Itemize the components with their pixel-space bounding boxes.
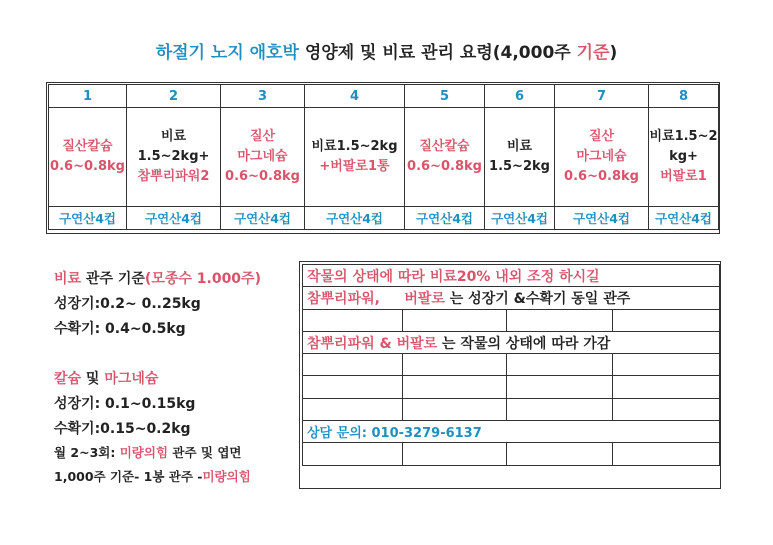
empty-cell bbox=[507, 398, 613, 420]
note-adjust-by-state bbox=[303, 331, 720, 353]
title-basis: 기준 bbox=[570, 43, 610, 63]
empty-cell bbox=[403, 398, 507, 420]
and-label: 및 bbox=[81, 371, 105, 387]
citric-acid-amount: 구연산4컵 bbox=[305, 207, 405, 230]
standard-line bbox=[54, 467, 251, 485]
note-adjust: 작물의 상태에 따라 비료20% 내외 조정 하시길 bbox=[303, 265, 720, 287]
magnesium-label: 마그네슘 bbox=[104, 371, 159, 387]
schedule-table bbox=[48, 84, 719, 230]
citric-acid-amount: 구연산4컵 bbox=[555, 207, 649, 230]
instruction-line: 비료 bbox=[160, 129, 187, 144]
empty-cell bbox=[403, 443, 507, 465]
notes-table bbox=[302, 264, 720, 466]
fert-standard-heading bbox=[54, 268, 261, 288]
standard-product: 미량의힘 bbox=[202, 469, 251, 484]
instruction-line: 마그네슘 bbox=[237, 149, 288, 164]
monthly-line bbox=[54, 443, 241, 461]
contact-phone: 상담 문의: 010-3279-6137 bbox=[303, 421, 720, 443]
empty-cell bbox=[303, 443, 403, 465]
citric-acid-amount: 구연산4컵 bbox=[127, 207, 221, 230]
ca-mg-heading bbox=[54, 368, 158, 388]
notes-row bbox=[303, 287, 720, 309]
empty-cell bbox=[403, 354, 507, 376]
monthly-product: 미량의힘 bbox=[119, 445, 169, 460]
instruction-line: 0.6~0.8kg bbox=[50, 159, 125, 174]
empty-cell bbox=[303, 376, 403, 398]
instruction-line: 질산칼슘 bbox=[62, 139, 113, 154]
fert-label: 비료 bbox=[54, 271, 82, 287]
empty-cell bbox=[613, 398, 720, 420]
title-close: ) bbox=[609, 43, 618, 63]
citric-acid-amount: 구연산4컵 bbox=[649, 207, 719, 230]
standard-pre: 1,000주 기준- 1봉 관주 - bbox=[54, 469, 203, 484]
fert-harvest-line: 수확기: 0.4~0.5kg bbox=[54, 321, 186, 337]
empty-cell bbox=[403, 376, 507, 398]
empty-cell bbox=[613, 354, 720, 376]
empty-cell bbox=[303, 309, 403, 331]
step-instruction bbox=[221, 108, 305, 207]
instruction-line: 1.5~2kg+ bbox=[137, 149, 210, 164]
schedule-body-row bbox=[49, 108, 719, 207]
step-instruction bbox=[485, 108, 555, 207]
note-same-irrigation bbox=[303, 287, 720, 309]
monthly-post: 관주 및 엽면 bbox=[168, 445, 242, 460]
instruction-line: 비료 bbox=[506, 139, 533, 154]
instruction-line: 참뿌리파워2 bbox=[137, 169, 210, 184]
step-instruction bbox=[49, 108, 127, 207]
calcium-label: 칼슘 bbox=[54, 371, 82, 387]
instruction-line: 질산 bbox=[588, 129, 615, 144]
citric-acid-amount: 구연산4컵 bbox=[485, 207, 555, 230]
step-number: 4 bbox=[305, 85, 405, 108]
empty-cell bbox=[507, 443, 613, 465]
empty-cell bbox=[303, 354, 403, 376]
step-instruction bbox=[127, 108, 221, 207]
step-number: 3 bbox=[221, 85, 305, 108]
fert-paren: (모종수 1.000주) bbox=[144, 271, 261, 287]
empty-cell bbox=[507, 376, 613, 398]
ca-mg-growth-line: 성장기: 0.1~0.15kg bbox=[54, 396, 196, 412]
empty-cell bbox=[403, 309, 507, 331]
fert-growth-line: 성장기:0.2~ 0..25kg bbox=[54, 296, 201, 312]
notes-row bbox=[303, 421, 720, 443]
step-instruction bbox=[555, 108, 649, 207]
notes-row bbox=[303, 331, 720, 353]
instruction-line: 마그네슘 bbox=[576, 149, 627, 164]
empty-cell bbox=[507, 354, 613, 376]
notes-row bbox=[303, 443, 720, 465]
schedule-header-row bbox=[49, 85, 719, 108]
empty-cell bbox=[303, 398, 403, 420]
instruction-line: 질산 bbox=[249, 129, 276, 144]
note-product-a: 참뿌리파워, bbox=[307, 290, 380, 307]
step-number: 5 bbox=[405, 85, 485, 108]
empty-cell bbox=[613, 376, 720, 398]
note-same-text: 는 성장기 &수확기 동일 관주 bbox=[444, 290, 631, 307]
ca-mg-harvest-line: 수확기:0.15~0.2kg bbox=[54, 421, 191, 437]
notes-row bbox=[303, 376, 720, 398]
instruction-line: 0.6~0.8kg bbox=[225, 169, 300, 184]
step-number: 7 bbox=[555, 85, 649, 108]
citric-acid-amount: 구연산4컵 bbox=[221, 207, 305, 230]
instruction-line: 1.5~2kg bbox=[489, 159, 550, 174]
schedule-footer-row bbox=[49, 207, 719, 230]
notes-row bbox=[303, 265, 720, 287]
empty-cell bbox=[613, 443, 720, 465]
step-instruction bbox=[405, 108, 485, 207]
page-title bbox=[0, 38, 773, 63]
citric-acid-amount: 구연산4컵 bbox=[405, 207, 485, 230]
instruction-line: kg+ bbox=[669, 149, 698, 164]
instruction-line: 비료1.5~2 bbox=[649, 129, 718, 144]
instruction-line: 0.6~0.8kg bbox=[407, 159, 482, 174]
monthly-pre: 월 2~3회: bbox=[54, 445, 120, 460]
instruction-line: 0.6~0.8kg bbox=[564, 169, 639, 184]
fert-text: 관주 기준 bbox=[81, 271, 145, 287]
notes-row bbox=[303, 398, 720, 420]
instruction-line: 버팔로1 bbox=[660, 169, 707, 184]
notes-row bbox=[303, 354, 720, 376]
instruction-line: 질산칼슘 bbox=[419, 139, 470, 154]
notes-row bbox=[303, 309, 720, 331]
title-product: 하절기 노지 애호박 bbox=[155, 43, 299, 63]
empty-cell bbox=[613, 309, 720, 331]
step-number: 1 bbox=[49, 85, 127, 108]
instruction-line: +버팔로1통 bbox=[319, 159, 390, 174]
empty-cell bbox=[507, 309, 613, 331]
note-product-b: 버팔로 bbox=[404, 290, 445, 307]
title-main: 영양제 및 비료 관리 요령(4,000주 bbox=[298, 43, 571, 63]
step-number: 6 bbox=[485, 85, 555, 108]
step-number: 2 bbox=[127, 85, 221, 108]
step-number: 8 bbox=[649, 85, 719, 108]
note-adjust-text: 는 작물의 상태에 따라 가감 bbox=[437, 335, 611, 352]
step-instruction bbox=[305, 108, 405, 207]
citric-acid-amount: 구연산4컵 bbox=[49, 207, 127, 230]
instruction-line: 비료1.5~2kg bbox=[311, 139, 398, 154]
step-instruction bbox=[649, 108, 719, 207]
note-products: 참뿌리파워 & 버팔로 bbox=[307, 335, 438, 352]
